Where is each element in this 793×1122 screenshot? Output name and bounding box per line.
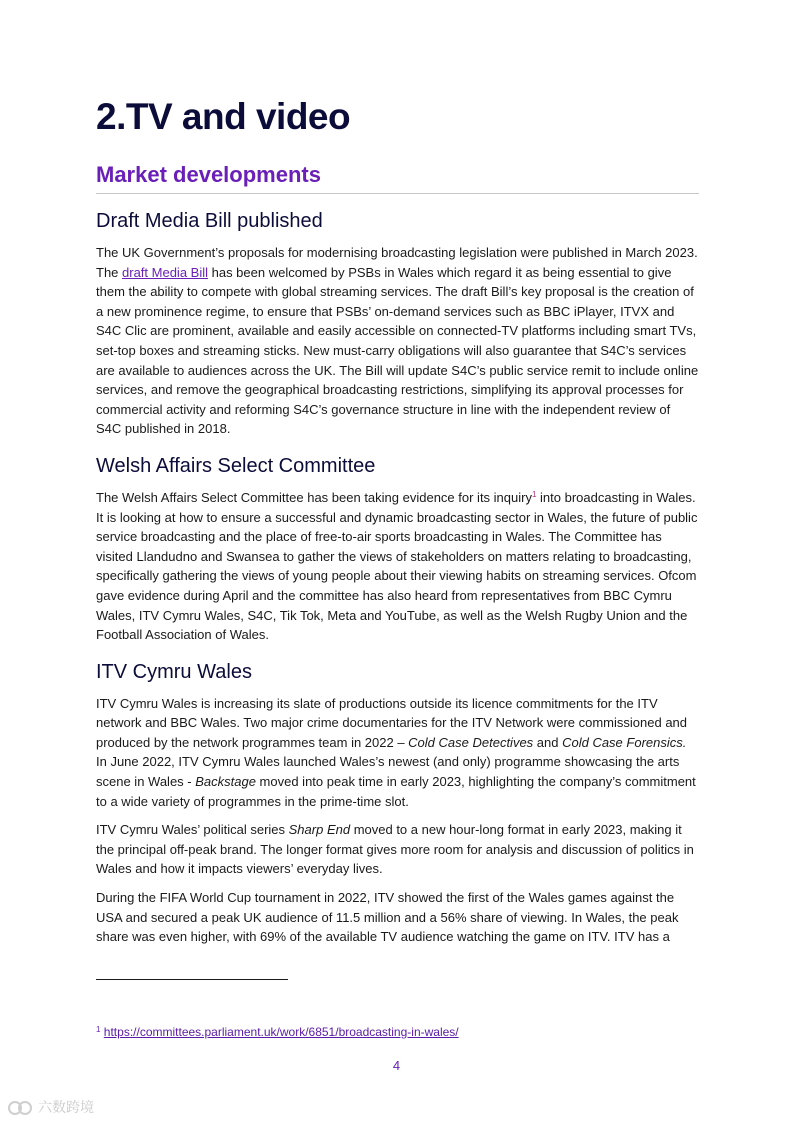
paragraph-media-bill	[96, 243, 699, 439]
subsection-heading-media-bill: Draft Media Bill published	[96, 210, 323, 232]
programme-title: Cold Case Detectives	[408, 734, 534, 750]
draft-media-bill-link[interactable]: draft Media Bill	[122, 264, 208, 280]
footnote-divider	[96, 979, 288, 980]
footnote	[96, 1025, 459, 1039]
footnote-link[interactable]: https://committees.parliament.uk/work/6851/broadcasting-in-wales/	[103, 1025, 459, 1039]
text-run: The UK Government’s proposals for modernising broadcasting legislation were published in March 2023. The	[96, 245, 698, 280]
watermark	[8, 1097, 94, 1117]
watermark-text: 六数跨境	[38, 1099, 94, 1115]
programme-title: Backstage	[195, 774, 256, 790]
programme-title: Cold Case Forensics.	[562, 734, 687, 750]
page-title: 2.TV and video	[96, 96, 351, 137]
text-run: has been welcomed by PSBs in Wales which regard it as being essential to give them the ability to compete with global streaming services. The draft Bill’s key proposal is the creation of a new prominence regime, to ensure that PSBs’ on-demand services such as BBC iPlayer, ITVX and S4C Clic are prominent, available and easily accessible on connected-TV platforms including smart TVs, set-top boxes and streaming sticks. New must-carry obligations will also guarantee that S4C’s services are available to audiences across the UK. The Bill will update S4C’s public service remit to include online services, and remove the geographical broadcasting restrictions, simplifying its approval processes for commercial activity and reforming S4C’s governance structure in line with the independent review of S4C published in 2018.	[96, 264, 699, 437]
text-run: In June 2022, ITV Cymru Wales launched Wales’s newest (and only) programme showcasing the arts scene in Wales -	[96, 754, 680, 790]
text-run: The Welsh Affairs Select Committee has been taking evidence for its inquiry	[96, 489, 532, 505]
paragraph-welsh-affairs	[96, 488, 699, 645]
page-number: 4	[392, 1058, 401, 1073]
paragraph-itv-1	[96, 694, 699, 812]
text-run: into broadcasting in Wales. It is looking at how to ensure a successful and dynamic broadcasting sector in Wales, the future of public service broadcasting and the place of free-to-air sports broadcasting in Wales. The Committee has visited Llandudno and Swansea to gather the views of stakeholders on matters relating to broadcasting, specifically gathering the views of young people about their viewing habits on streaming services. Ofcom gave evidence during April and the committee has also heard from representatives from BBC Cymru Wales, ITV Cymru Wales, S4C, Tik Tok, Meta and YouTube, as well as the Welsh Rugby Union and the Football Association of Wales.	[96, 489, 698, 643]
page-content	[96, 92, 699, 956]
programme-title: Sharp End	[288, 822, 351, 838]
footnote-number: 1	[96, 1025, 101, 1034]
text-run: ITV Cymru Wales’ political series	[96, 822, 289, 838]
subsection-heading-itv: ITV Cymru Wales	[96, 660, 252, 683]
paragraph-itv-3: During the FIFA World Cup tournament in 2022, ITV showed the first of the Wales games against the USA and secured a peak UK audience of 11.5 million and a 56% share of viewing. In Wales, the peak share was even higher, with 69% of the available TV audience watching the game on ITV. ITV has a	[96, 890, 679, 945]
text-run: and	[533, 734, 563, 750]
text-run: moved to a new hour-long format in early 2023, making it the principal off-peak brand. The longer format gives more room for analysis and discussion of politics in Wales and how it impacts viewers’ everyday lives.	[96, 822, 694, 877]
paragraph-itv-2	[96, 820, 699, 879]
subsection-heading-welsh-affairs: Welsh Affairs Select Committee	[96, 454, 376, 477]
section-header	[96, 160, 699, 194]
section-title: Market developments	[96, 162, 321, 187]
watermark-logo-icon	[8, 1100, 34, 1114]
text-run: ITV Cymru Wales is increasing its slate of productions outside its licence commitments for the ITV network and BBC Wales. Two major crime documentaries for the ITV Network were commissioned and produced by the network programmes team in 2022 –	[96, 695, 688, 750]
text-run: moved into peak time in early 2023, highlighting the company’s commitment to a wide variety of programmes in the prime-time slot.	[96, 774, 696, 809]
footnote-ref-1[interactable]: 1	[531, 489, 537, 499]
